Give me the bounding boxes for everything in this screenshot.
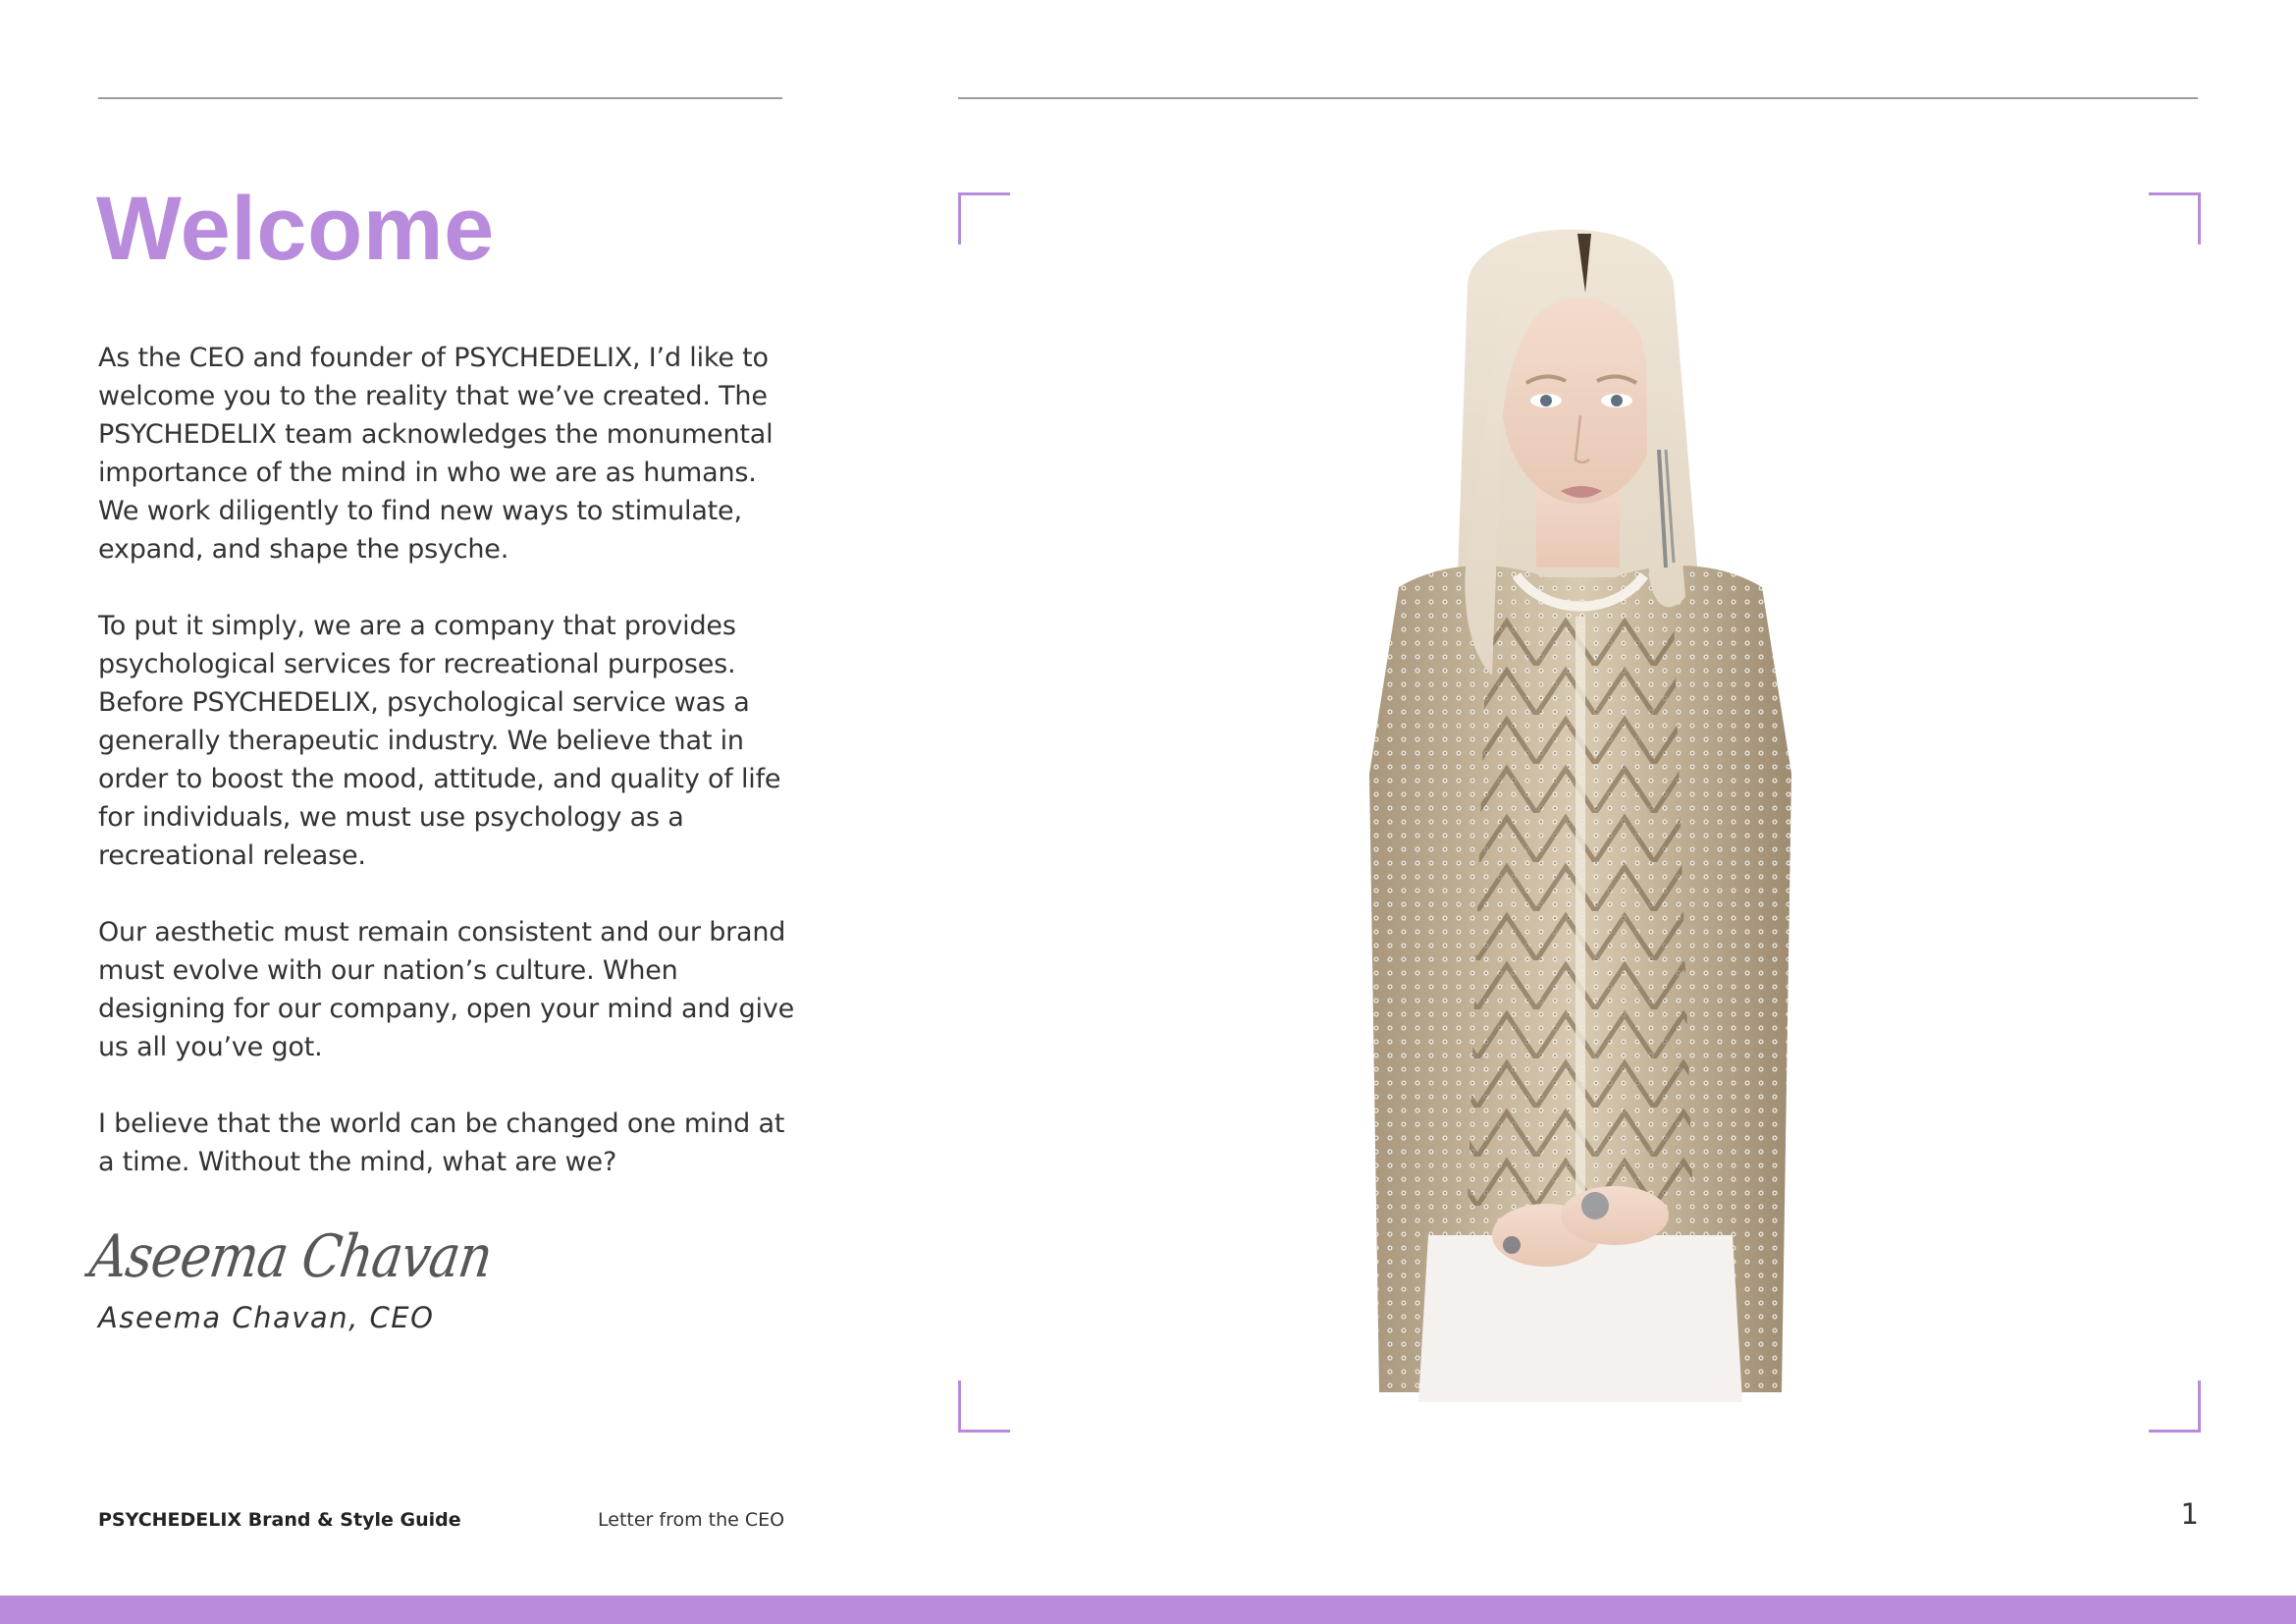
- footer-section-name: Letter from the CEO: [598, 1509, 785, 1531]
- frame-corner-bottom-left: [958, 1380, 1010, 1433]
- letter-paragraph-2: To put it simply, we are a company that provides psychological services for recreational purposes. Before PSYCHEDELIX, psychological service was a generally therapeutic industry. We believe that in order to boost the mood, attitude, and quality of life for individuals, we must use psychology as a recreational release.: [98, 611, 781, 871]
- letter-paragraph-1: As the CEO and founder of PSYCHEDELIX, I’d like to welcome you to the reality that we’ve created. The PSYCHEDELIX team acknowledges the monumental importance of the mind in who we are as humans. We work diligently to find new ways to stimulate, expand, and shape the psyche.: [98, 343, 774, 565]
- top-rule-right: [958, 97, 2198, 99]
- handwritten-signature: Aseema Chavan: [85, 1222, 496, 1291]
- frame-corner-bottom-right: [2149, 1380, 2201, 1433]
- footer-guide-title: PSYCHEDELIX Brand & Style Guide: [98, 1509, 461, 1531]
- letter-paragraph-4: I believe that the world can be changed one mind at a time. Without the mind, what are we?: [98, 1109, 785, 1177]
- top-rule-left: [98, 97, 782, 99]
- ceo-letter: [98, 339, 795, 1219]
- frame-corner-top-left: [958, 192, 1010, 244]
- frame-corner-top-right: [2149, 192, 2201, 244]
- page-number: 1: [2180, 1497, 2199, 1531]
- bottom-accent-bar: [0, 1596, 2296, 1624]
- portrait-photo: [1301, 224, 1860, 1402]
- signature-name: Aseema Chavan, CEO: [98, 1301, 435, 1334]
- page-title: Welcome: [96, 179, 495, 279]
- letter-paragraph-3: Our aesthetic must remain consistent and our brand must evolve with our nation’s culture. When designing for our company, open your mind and give us all you’ve got.: [98, 917, 795, 1062]
